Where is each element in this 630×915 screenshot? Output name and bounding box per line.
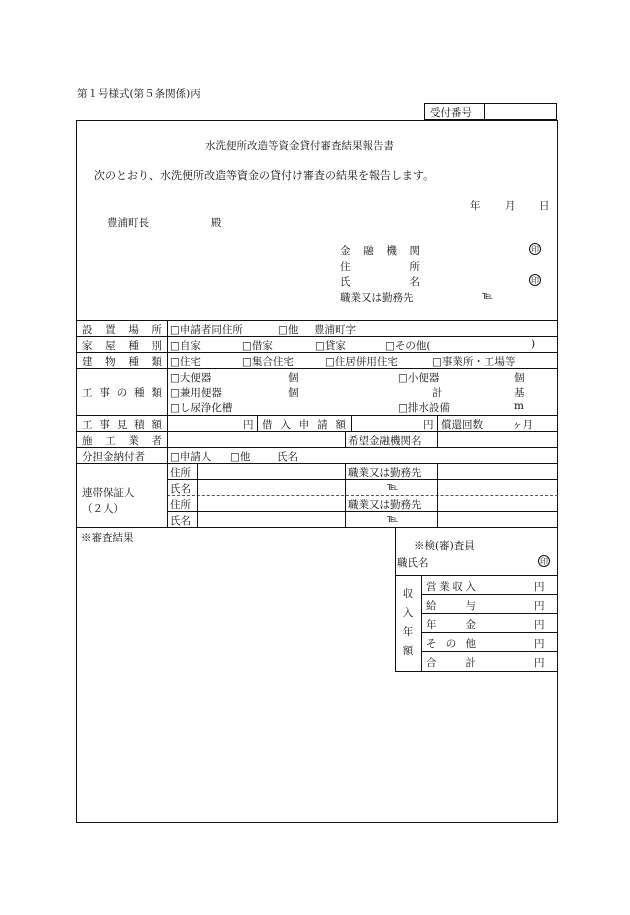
label-guarantor: 連帯保証人 — [82, 487, 135, 499]
repay-month: ヶ月 — [512, 419, 533, 431]
reporter-name-label: 氏 名 — [340, 276, 420, 288]
income-yen-other: 円 — [534, 638, 545, 650]
building-option-office[interactable]: □事業所・工場等 — [432, 356, 516, 368]
payer-option-other[interactable]: □他 — [230, 451, 251, 463]
house-option-close: ) — [531, 338, 536, 350]
inspector-name-label: 職氏名 — [397, 557, 429, 569]
date-day: 日 — [539, 200, 550, 212]
label-contractor: 施 工 業 者 — [82, 435, 162, 447]
loan-amount-label: 借 入 申 請 額 — [262, 419, 346, 431]
building-option-house[interactable]: □住宅 — [170, 356, 201, 368]
date-month: 月 — [505, 200, 516, 212]
reporter-occupation-label: 職業又は勤務先 — [340, 292, 414, 304]
review-result-label: ※審査結果 — [81, 532, 134, 544]
bank-label: 希望金融機関名 — [348, 435, 422, 447]
reporter-address-label: 住 所 — [340, 261, 420, 273]
addressee: 豊浦町長 — [107, 217, 149, 229]
inspector-seal-mark: 印 — [540, 557, 548, 566]
location-town: 豊浦町字 — [314, 324, 356, 336]
guarantor1-tel: ℡ — [387, 481, 399, 493]
work-unit-ki: 基 — [514, 387, 525, 399]
house-option-own[interactable]: □自家 — [170, 340, 201, 352]
work-option-septic[interactable]: □し尿浄化槽 — [170, 402, 233, 414]
work-option-small-toilet[interactable]: □小便器 — [398, 372, 440, 384]
reporter-finance-label: 金 融 機 関 — [340, 245, 420, 257]
label-estimate: 工 事 見 積 額 — [82, 419, 162, 431]
payer-name-label: 氏名 — [277, 451, 298, 463]
house-option-borrow[interactable]: □借家 — [242, 340, 273, 352]
honorific: 殿 — [211, 217, 222, 229]
income-yen-salary: 円 — [534, 600, 545, 612]
form-number: 第１号様式(第５条関係)丙 — [77, 88, 201, 100]
loan-yen: 円 — [423, 419, 434, 431]
location-option-other[interactable]: □他 — [278, 324, 299, 336]
date-year: 年 — [470, 200, 481, 212]
label-guarantor-count: （２人） — [82, 503, 124, 515]
work-unit-m: m — [514, 400, 524, 412]
house-option-other[interactable]: □その他( — [385, 340, 431, 352]
form-title: 水洗便所改造等資金貸付審査結果報告書 — [205, 140, 394, 152]
receipt-number-field[interactable] — [485, 104, 556, 119]
income-label-other: そ の 他 — [426, 638, 476, 650]
location-option-same[interactable]: □申請者同住所 — [170, 324, 243, 336]
payer-option-applicant[interactable]: □申請人 — [170, 451, 212, 463]
seal-mark-2: 印 — [531, 276, 539, 285]
house-option-rent[interactable]: □貸家 — [315, 340, 346, 352]
income-yen-total: 円 — [534, 657, 545, 669]
work-unit-ko-2: 個 — [514, 372, 525, 384]
income-label-total: 合 計 — [426, 657, 476, 669]
label-location: 設 置 場 所 — [82, 324, 162, 336]
label-work-type: 工 事 の 種 類 — [82, 387, 162, 399]
inspector-label: ※検(審)査員 — [414, 540, 475, 552]
intro-text: 次のとおり、水洗便所改造等資金の貸付け審査の結果を報告します。 — [94, 169, 435, 182]
income-label-salary: 給 与 — [426, 600, 476, 612]
building-option-collective[interactable]: □集合住宅 — [242, 356, 294, 368]
work-total-label: 計 — [432, 387, 443, 399]
seal-mark-1: 印 — [531, 245, 539, 254]
guarantor1-occupation-label: 職業又は勤務先 — [348, 467, 422, 479]
work-option-drain[interactable]: □排水設備 — [398, 402, 450, 414]
guarantor1-name-label: 氏名 — [170, 483, 191, 495]
estimate-yen: 円 — [243, 419, 254, 431]
work-option-dual-toilet[interactable]: □兼用便器 — [170, 387, 222, 399]
guarantor2-tel: ℡ — [387, 513, 399, 525]
income-yen-pension: 円 — [534, 619, 545, 631]
income-label-pension: 年 金 — [426, 619, 476, 631]
income-label-business: 営 業 収 入 — [426, 581, 476, 593]
receipt-number-label: 受付番号 — [430, 107, 472, 119]
guarantor1-address-label: 住所 — [170, 467, 191, 479]
income-yen-business: 円 — [534, 581, 545, 593]
building-option-mixed[interactable]: □住居併用住宅 — [325, 356, 398, 368]
reporter-tel: ℡ — [482, 290, 494, 302]
work-option-big-toilet[interactable]: □大便器 — [170, 372, 212, 384]
label-building: 建 物 種 類 — [82, 356, 162, 368]
guarantor2-name-label: 氏名 — [170, 515, 191, 527]
guarantor2-occupation-label: 職業又は勤務先 — [348, 499, 422, 511]
work-unit-ko-1: 個 — [288, 372, 299, 384]
income-annual-label: 収 入 年 額 — [402, 588, 414, 657]
guarantor2-address-label: 住所 — [170, 499, 191, 511]
label-house-type: 家 屋 種 別 — [82, 340, 162, 352]
work-unit-ko-3: 個 — [288, 387, 299, 399]
repay-count-label: 償還回数 — [441, 419, 483, 431]
label-payer: 分担金納付者 — [82, 451, 145, 463]
